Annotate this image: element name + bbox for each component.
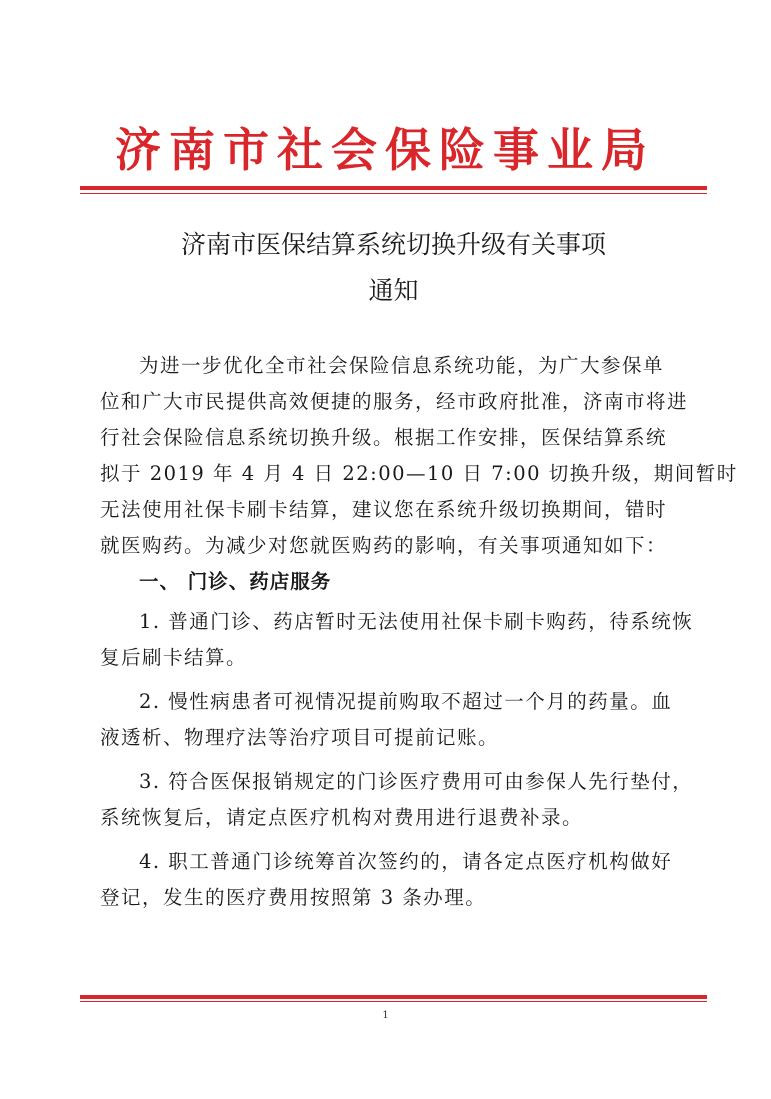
list-item-line: 登记，发生的医疗费用按照第 3 条办理。 [100,886,487,909]
footer-red-rule-thick [80,995,707,999]
list-item [100,844,690,916]
header-red-rule-thick [80,186,707,190]
list-item-line: 液透析、物理疗法等治疗项目可提前记账。 [100,726,500,749]
intro-line: 位和广大市民提供高效便捷的服务，经市政府批准，济南市将进 [100,390,689,413]
intro-line: 就医购药。为减少对您就医购药的影响，有关事项通知如下： [100,534,668,557]
list-item-line: 系统恢复后，请定点医疗机构对费用进行退费补录。 [100,806,584,829]
list-item-line: 2. 慢性病患者可视情况提前购取不超过一个月的药量。血 [139,690,673,713]
notice-body [100,348,738,916]
page-number: 1 [382,1010,389,1021]
list-item-line: 3. 符合医保报销规定的门诊医疗费用可由参保人先行垫付， [139,770,694,793]
agency-header-title: 济南市社会保险事业局 [115,123,655,177]
list-item [100,764,694,836]
intro-paragraph [100,348,738,564]
notice-title [80,222,707,314]
section-heading: 一、 门诊、药店服务 [139,570,332,593]
list-item-line: 复后刷卡结算。 [100,646,248,669]
list-item [100,684,690,756]
intro-line: 行社会保险信息系统切换升级。根据工作安排，医保结算系统 [100,426,668,449]
footer-red-rule-thin [80,1001,707,1002]
header-red-rule-thin [80,193,707,194]
notice-title-line1: 济南市医保结算系统切换升级有关事项 [180,230,606,259]
notice-title-line2: 通知 [368,276,419,305]
list-item [100,604,694,676]
intro-line: 为进一步优化全市社会保险信息系统功能，为广大参保单 [139,354,665,377]
list-item-line: 4. 职工普通门诊统筹首次签约的，请各定点医疗机构做好 [139,850,673,873]
list-item-line: 1. 普通门诊、药店暂时无法使用社保卡刷卡购药，待系统恢 [139,610,694,633]
intro-line: 无法使用社保卡刷卡结算，建议您在系统升级切换期间，错时 [100,498,668,521]
intro-line: 拟于 2019 年 4 月 4 日 22:00—10 日 7:00 切换升级，期间暂时 [100,462,738,485]
